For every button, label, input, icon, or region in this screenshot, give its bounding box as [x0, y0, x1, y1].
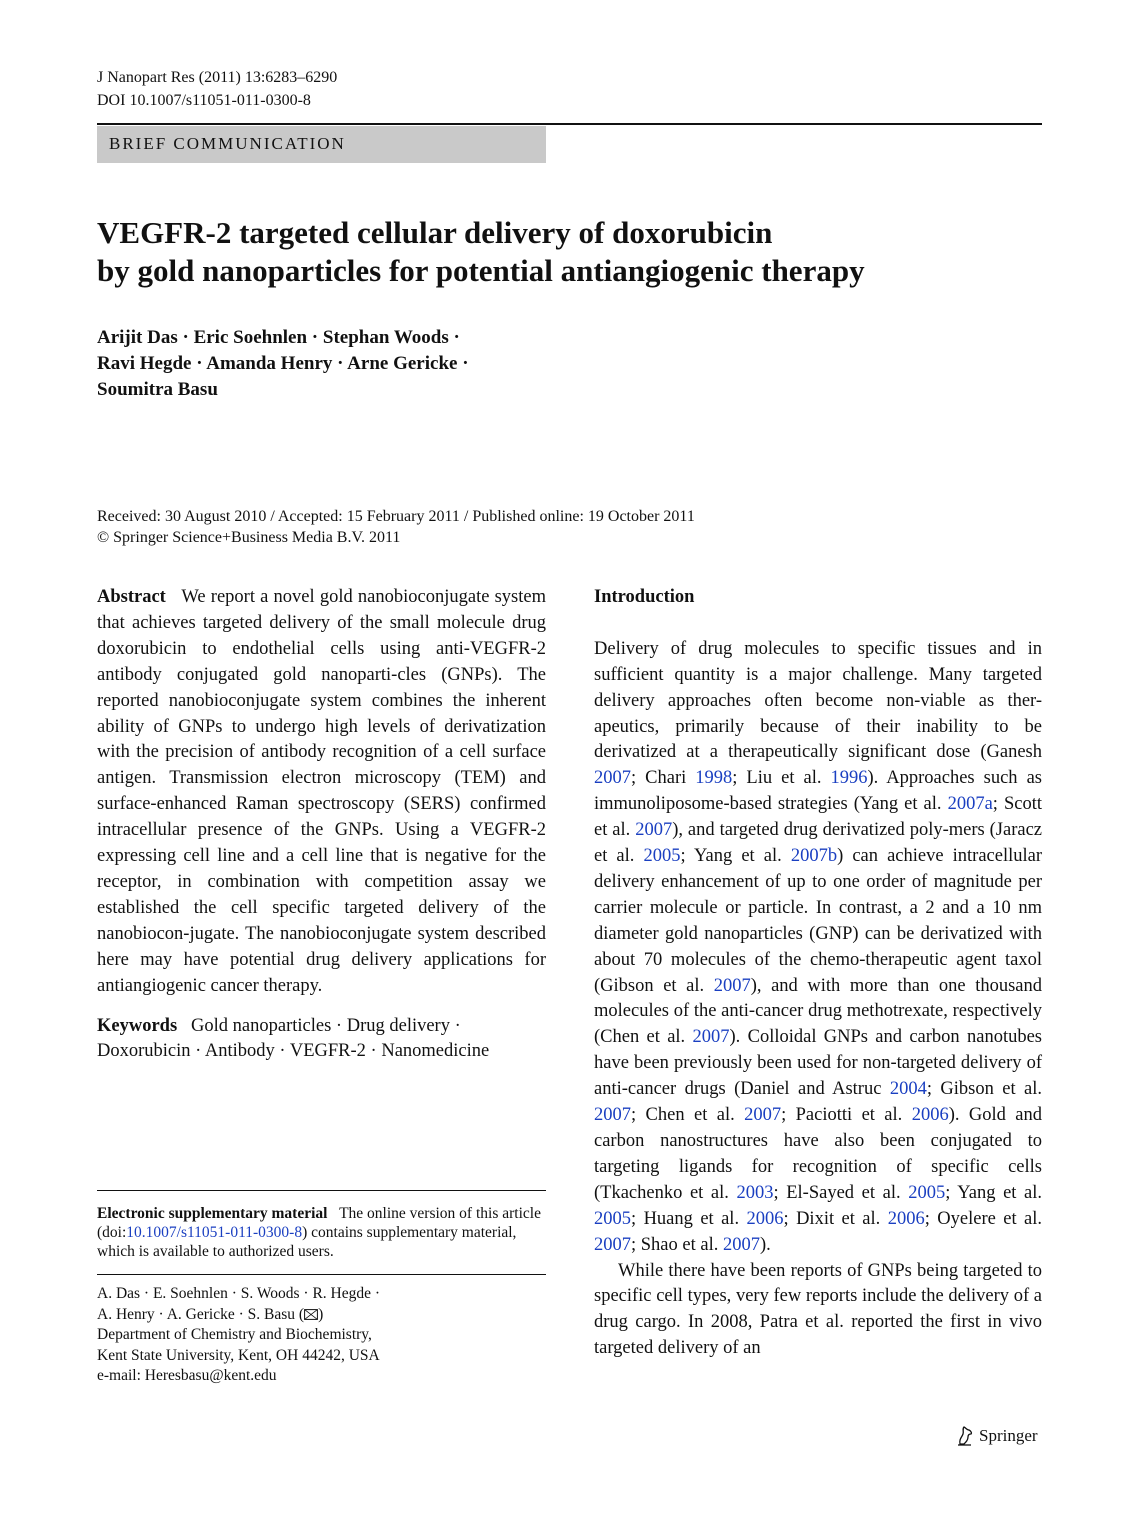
title-line: by gold nanoparticles for potential antiangiogenic therapy [97, 253, 865, 288]
introduction-heading: Introduction [594, 587, 695, 607]
abstract-text: We report a novel gold nanobioconjugate system that achieves targeted delivery of the small molecule drug doxorubicin to endothelial cells using anti-VEGFR-2 antibody conjugated gold nanoparti-cles (GNPs). The reported nanobioconjugate system combines the inherent ability of GNPs to undergo high levels of derivatization with the precision of antibody recognition of a cell surface antigen. Transmission electron microscopy (TEM) and surface-enhanced Raman spectroscopy (SERS) confirmed intracellular presence of the GNPs. Using a VEGFR-2 expressing cell line and a cell line that is negative for the receptor, in combination with competition assay we established the cell specific targeted delivery of the nanobiocon-jugate. The nanobioconjugate system described here may have potential drug delivery applications for antiangiogenic cancer therapy. [97, 587, 546, 996]
journal-citation: J Nanopart Res (2011) 13:6283–6290 [97, 69, 338, 86]
intro-text: ; El-Sayed et al. [773, 1182, 909, 1203]
citation-link[interactable]: 2003 [736, 1182, 774, 1203]
section-label: BRIEF COMMUNICATION [109, 134, 346, 153]
affiliation-rule [97, 1274, 546, 1275]
keywords-text: Gold nanoparticles · Drug delivery · Doxorubicin · Antibody · VEGFR-2 · Nanomedicine [97, 1015, 490, 1062]
abstract [97, 585, 546, 1000]
affiliation-authors: A. Das · E. Soehnlen · S. Woods · R. Hegde · [97, 1285, 381, 1302]
left-column [97, 585, 546, 1065]
intro-text: ). Approaches such as immunoliposome-based strategies (Yang et al. [594, 768, 1042, 815]
email: e-mail: Heresbasu@kent.edu [97, 1367, 277, 1384]
citation-link[interactable]: 2007 [594, 1105, 631, 1126]
author-line: Arijit Das · Eric Soehnlen · Stephan Woods · [97, 327, 460, 348]
citation-link[interactable]: 2007 [635, 820, 673, 841]
publication-dates [97, 506, 695, 548]
citation-link[interactable]: 2007 [594, 768, 631, 789]
intro-text: ; Huang et al. [631, 1208, 747, 1229]
springer-logo [956, 1424, 1038, 1448]
citation-link[interactable]: 2007a [947, 794, 993, 815]
history-dates: Received: 30 August 2010 / Accepted: 15 February 2011 / Published online: 19 October 2011 [97, 508, 695, 525]
intro-text: ). Colloidal GNPs and carbon nanotubes have been previously been used for non-targeted delivery of anti-cancer drugs (Daniel and Astruc [594, 1027, 1042, 1100]
university-address: Kent State University, Kent, OH 44242, USA [97, 1346, 380, 1364]
esm-doi-link[interactable]: 10.1007/s11051-011-0300-8 [126, 1224, 303, 1241]
citation-link[interactable]: 1998 [695, 768, 733, 789]
intro-text: ; Dixit et al. [783, 1208, 888, 1229]
citation-link[interactable]: 2006 [887, 1208, 925, 1229]
citation-link[interactable]: 2007 [722, 1234, 760, 1255]
affiliation-authors-line2: A. Henry · A. Gericke · S. Basu ( ) [97, 1305, 324, 1323]
intro-text: ; Gibson et al. [926, 1079, 1042, 1100]
abstract-label: Abstract [97, 587, 166, 607]
citation-link[interactable]: 2007 [713, 975, 751, 996]
journal-citation-block [97, 66, 337, 112]
intro-text: ), and targeted drug derivatized poly-mers (Jaracz et al. [594, 820, 1043, 867]
envelope-icon [304, 1309, 318, 1320]
doi: DOI 10.1007/s11051-011-0300-8 [97, 92, 311, 109]
citation-link[interactable]: 2006 [746, 1208, 784, 1229]
publisher-name: Springer [979, 1426, 1038, 1445]
intro-text: ; Chen et al. [631, 1105, 745, 1126]
intro-text: ), and with more than one thousand molecules of the anti-cancer drug methotrexate, respectively (Chen et al. [594, 975, 1042, 1048]
footnote-rule [97, 1190, 546, 1191]
intro-text: ; Chari [631, 768, 696, 789]
intro-text: ) can achieve intracellular delivery enhancement of up to one order of magnitude per carrier molecule or particle. In contrast, a 2 and a 10 nm diameter gold nanoparticles (GNP) can be derivatized with about 70 molecules of the chemo-therapeutic agent taxol (Gibson et al. [594, 846, 1043, 996]
citation-link[interactable]: 2004 [889, 1079, 927, 1100]
esm-label: Electronic supplementary material [97, 1205, 328, 1222]
citation-link[interactable]: 2007 [594, 1234, 631, 1255]
author-list [97, 325, 469, 403]
citation-link[interactable]: 2005 [594, 1208, 631, 1229]
article-title [97, 214, 865, 290]
intro-text: ; Liu et al. [732, 768, 831, 789]
intro-text: ; Yang et al. [945, 1182, 1043, 1203]
author-line: Soumitra Basu [97, 379, 218, 400]
intro-text: ). Gold and carbon nanostructures have also been conjugated to targeting ligands for recognition of specific cells (Tkachenko et al. [594, 1105, 1042, 1203]
citation-link[interactable]: 2007b [790, 846, 838, 867]
intro-text: ). [759, 1234, 771, 1255]
citation-link[interactable]: 1996 [830, 768, 868, 789]
citation-link[interactable]: 2007 [744, 1105, 782, 1126]
intro-paragraph-1 [594, 637, 1042, 1259]
citation-link[interactable]: 2006 [911, 1105, 949, 1126]
intro-text: ; Oyelere et al. [924, 1208, 1042, 1229]
author-line: Ravi Hegde · Amanda Henry · Arne Gericke · [97, 353, 469, 374]
affiliation [97, 1284, 546, 1387]
citation-link[interactable]: 2005 [908, 1182, 946, 1203]
esm-text-end: ) contains supplementary material, which is available to authorized users. [97, 1224, 517, 1260]
keywords [97, 1014, 546, 1066]
springer-horse-icon [956, 1426, 974, 1446]
intro-text: ; Paciotti et al. [781, 1105, 912, 1126]
esm-text: The online version of this article (doi: [97, 1205, 541, 1241]
title-line: VEGFR-2 targeted cellular delivery of doxorubicin [97, 215, 773, 250]
intro-text: ; Scott et al. [594, 794, 1042, 841]
supplementary-note [97, 1204, 546, 1261]
intro-text: Delivery of drug molecules to specific tissues and in sufficient quantity is a major challenge. Many targeted delivery approaches often become non-viable as ther-apeutics, primarily because of their inability to be derivatized at a therapeutically significant dose (Ganesh [594, 638, 1042, 763]
citation-link[interactable]: 2005 [643, 846, 681, 867]
keywords-label: Keywords [97, 1015, 178, 1036]
department: Department of Chemistry and Biochemistry, [97, 1326, 372, 1343]
right-column [594, 585, 1042, 1362]
intro-text: ; Shao et al. [631, 1234, 723, 1255]
header-rule [97, 123, 1042, 125]
intro-text: ; Yang et al. [680, 846, 791, 867]
intro-paragraph-2: While there have been reports of GNPs being targeted to specific cell types, very few reports include the delivery of a drug cargo. In 2008, Patra et al. reported the first in vivo targeted delivery of an [594, 1260, 1042, 1359]
copyright: © Springer Science+Business Media B.V. 2011 [97, 529, 401, 546]
citation-link[interactable]: 2007 [692, 1027, 730, 1048]
